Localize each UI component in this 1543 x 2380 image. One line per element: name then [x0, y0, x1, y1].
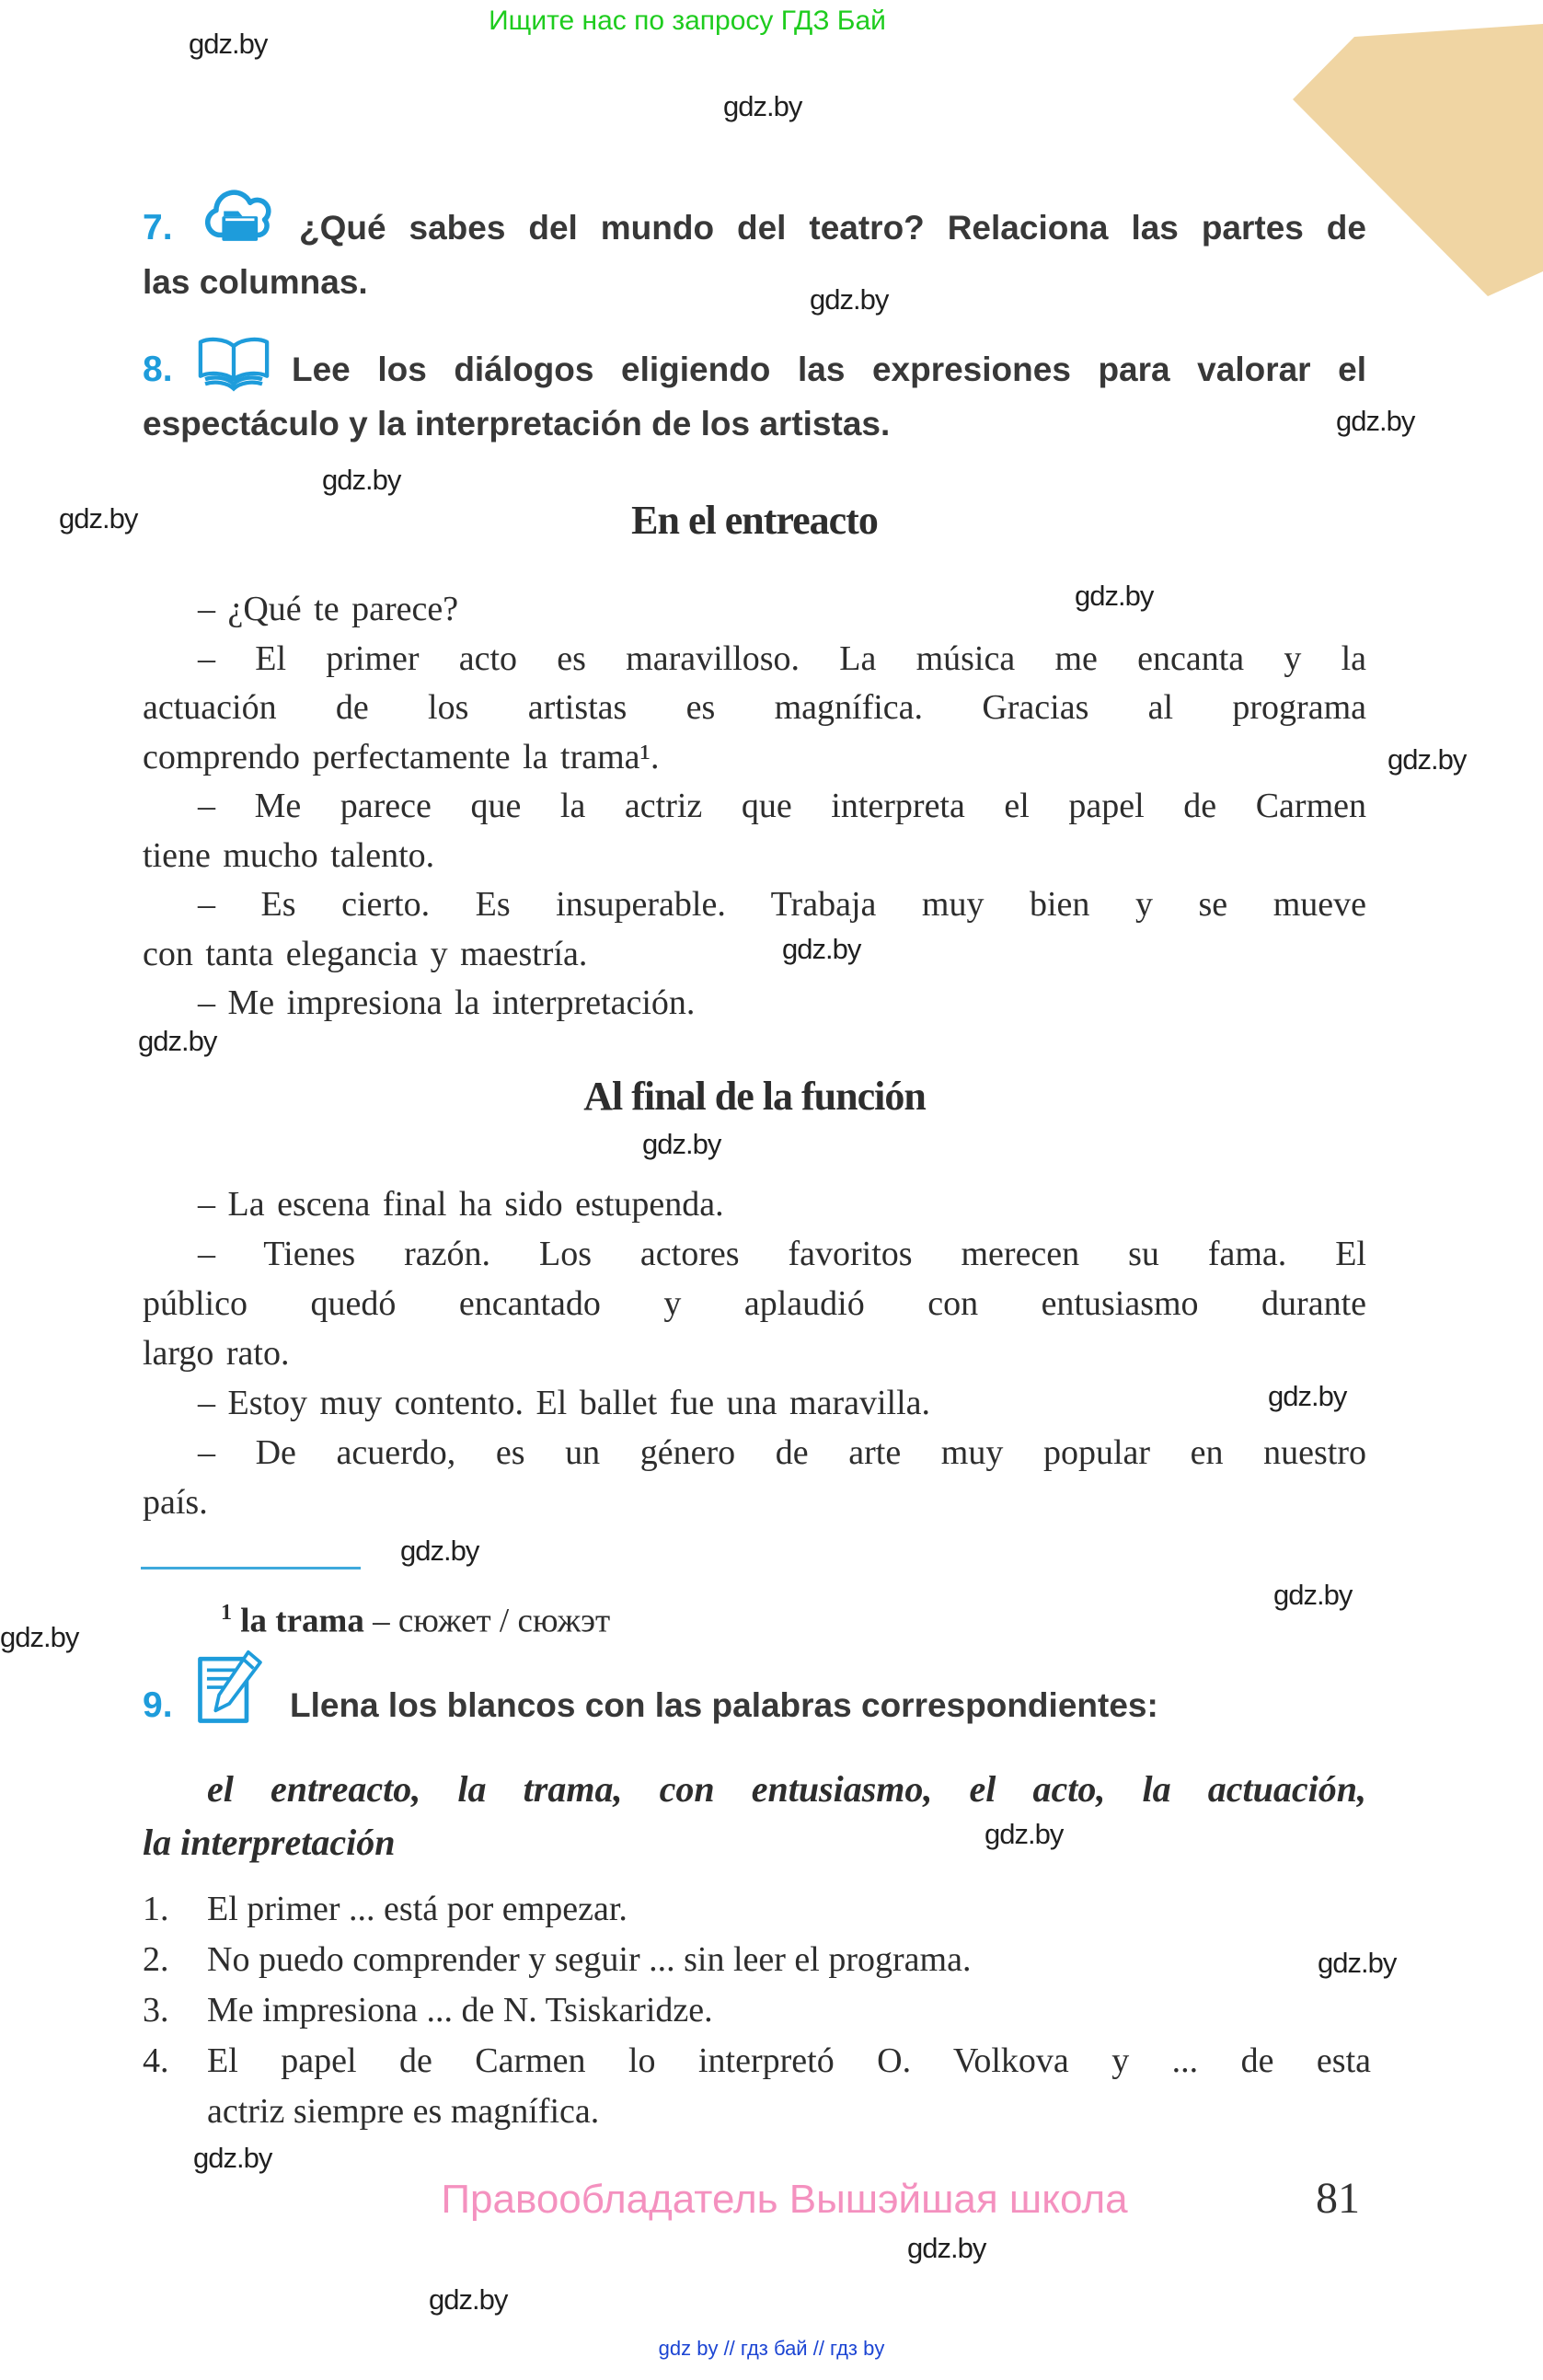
- dialogue-line: – ¿Qué te parece?: [198, 590, 459, 628]
- list-item: [143, 1884, 1371, 1935]
- footnote-term: la trama: [240, 1602, 364, 1640]
- list-item-text: No puedo comprender y seguir ... sin leer el programa.: [207, 1940, 972, 1979]
- watermark: gdz.by: [138, 1025, 217, 1057]
- watermark: gdz.by: [193, 2142, 272, 2174]
- open-book-icon: [194, 335, 273, 392]
- watermark: gdz.by: [1268, 1380, 1347, 1412]
- watermark: gdz.by: [985, 1818, 1064, 1850]
- word-bank: [143, 1763, 1366, 1869]
- exercise-9-number: 9.: [143, 1685, 173, 1725]
- exercise-7: [143, 184, 1366, 303]
- exercise-7-number: 7.: [143, 208, 173, 247]
- fill-in-list: [143, 1884, 1371, 2137]
- footnote-sup: 1: [221, 1601, 232, 1625]
- word-bank-line: el entreacto, la trama, con entusiasmo, el acto, la actuación,: [207, 1768, 1366, 1810]
- exercise-8-number: 8.: [143, 350, 173, 389]
- watermark: gdz.by: [1388, 743, 1467, 776]
- footnote-translation: – сюжет / сюжэт: [363, 1602, 611, 1640]
- page-number: 81: [1316, 2174, 1360, 2223]
- watermark: gdz.by: [189, 28, 268, 60]
- exercise-8-text-line1: Lee los diálogos eligiendo las expresiones para valorar el: [292, 351, 1366, 388]
- dialogue-line: – Es cierto. Es insuperable. Trabaja muy bien y se mueve: [198, 885, 1366, 924]
- dialogue-line: – La escena final ha sido estupenda.: [198, 1185, 724, 1224]
- exercise-8-text-line2: espectáculo y la interpretación de los artistas.: [143, 405, 891, 443]
- list-item-text: El papel de Carmen lo interpretó O. Volkova y ... de esta: [207, 2041, 1371, 2080]
- dialogue-line: comprendo perfectamente la trama¹.: [143, 737, 660, 776]
- dialogue-line: – Estoy muy contento. El ballet fue una maravilla.: [198, 1384, 931, 1422]
- list-item: [143, 1935, 1371, 1985]
- dialogue-line: – El primer acto es maravilloso. La música me encanta y la: [198, 638, 1366, 678]
- list-item: [143, 1985, 1371, 2036]
- footnote-separator: [141, 1567, 361, 1569]
- list-item-number: 1.: [143, 1890, 169, 1928]
- notepad-pen-icon: [194, 1649, 271, 1728]
- dialogue-line: – De acuerdo, es un género de arte muy popular en nuestro: [198, 1433, 1366, 1472]
- watermark: gdz.by: [1273, 1579, 1353, 1611]
- list-item-text: actriz siempre es magnífica.: [207, 2092, 600, 2131]
- dialogue-line: con tanta elegancia y maestría.: [143, 934, 588, 973]
- dialogue-line: tiene mucho talento.: [143, 835, 435, 875]
- watermark: gdz.by: [723, 90, 802, 122]
- watermark: gdz.by: [322, 464, 401, 496]
- dialogue-line: país.: [143, 1483, 208, 1522]
- watermark: gdz.by: [1075, 580, 1154, 612]
- copyright-notice: Правообладатель Вышэйшая школа: [441, 2177, 1128, 2222]
- watermark: gdz.by: [0, 1621, 79, 1653]
- list-item-text: Me impresiona ... de N. Tsiskaridze.: [207, 1991, 713, 2029]
- watermark: gdz.by: [59, 502, 138, 535]
- list-item: [143, 2036, 1371, 2137]
- watermark: gdz.by: [810, 283, 889, 316]
- footnote: [221, 1601, 610, 1640]
- list-item-number: 3.: [143, 1991, 169, 2029]
- dialogue-line: – Me parece que la actriz que interpreta el papel de Carmen: [198, 787, 1366, 825]
- word-bank-line: la interpretación: [143, 1822, 396, 1863]
- list-item-number: 2.: [143, 1940, 169, 1979]
- dialogue-line: actuación de los artistas es magnífica. Gracias al programa: [143, 688, 1366, 727]
- exercise-9: [143, 1649, 1366, 1728]
- dialogue-line: largo rato.: [143, 1334, 290, 1373]
- exercise-7-text-line1: ¿Qué sabes del mundo del teatro? Relaciona las partes de: [299, 209, 1366, 247]
- exercise-9-text: Llena los blancos con las palabras correspondientes:: [290, 1686, 1158, 1724]
- dialogue-final: [143, 1179, 1366, 1527]
- watermark: gdz.by: [1336, 405, 1415, 437]
- dialogue-line: – Tienes razón. Los actores favoritos merecen su fama. El: [198, 1235, 1366, 1273]
- cloud-folder-icon: [194, 184, 281, 250]
- watermark: gdz.by: [429, 2283, 508, 2316]
- watermark: gdz.by: [400, 1535, 479, 1567]
- section-title-final: Al final de la función: [583, 1074, 926, 1119]
- list-item-number: 4.: [143, 2041, 169, 2080]
- watermark: gdz.by: [642, 1128, 721, 1160]
- list-item-text: El primer ... está por empezar.: [207, 1890, 628, 1928]
- dialogue-line: – Me impresiona la interpretación.: [198, 983, 696, 1022]
- watermark: gdz.by: [1318, 1947, 1397, 1979]
- watermark: gdz.by: [782, 933, 861, 965]
- section-title-entreacto: En el entreacto: [631, 498, 878, 543]
- exercise-7-text-line2: las columnas.: [143, 263, 368, 301]
- footer-links[interactable]: gdz by // гдз бай // гдз by: [658, 2337, 885, 2360]
- dialogue-line: público quedó encantado y aplaudió con entusiasmo durante: [143, 1284, 1366, 1323]
- top-banner-text: Ищите нас по запросу ГДЗ Бай: [489, 6, 886, 36]
- watermark: gdz.by: [907, 2232, 986, 2264]
- exercise-8: [143, 335, 1366, 444]
- dialogue-entreacto: [143, 585, 1366, 1029]
